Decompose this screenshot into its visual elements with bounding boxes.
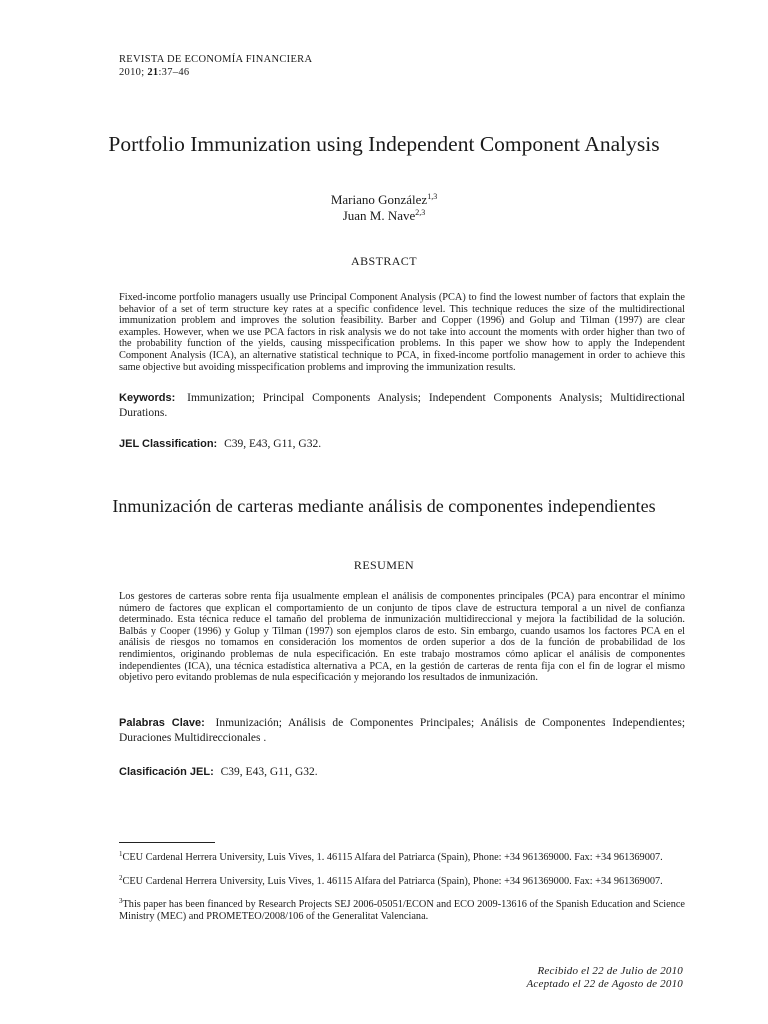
spanish-title: Inmunización de carteras mediante análisis de componentes independientes xyxy=(112,496,656,516)
keywords-label: Keywords: xyxy=(119,392,176,404)
clasificacion-jel xyxy=(119,765,685,780)
clasificacion-jel-label: Clasificación JEL: xyxy=(119,766,214,778)
journal-year: 2010; xyxy=(119,67,148,78)
journal-header xyxy=(119,53,312,79)
paper-title: Portfolio Immunization using Independent Component Analysis xyxy=(108,132,660,156)
footnote xyxy=(119,876,685,888)
journal-name: REVISTA DE ECONOMÍA FINANCIERA xyxy=(119,54,313,65)
jel-codes: C39, E43, G11, G32. xyxy=(224,438,322,450)
author xyxy=(100,192,668,208)
author-list xyxy=(100,192,668,224)
jel-classification xyxy=(119,437,685,452)
author-name: Mariano González xyxy=(330,192,428,207)
footnote-text: This paper has been financed by Research Projects SEJ 2006-05051/ECON and ECO 2009-13616 of the Spanish Education and Science Ministry (MEC) and PROMETEO/2008/106 of the Generalitat Valenciana. xyxy=(119,899,685,922)
palabras-clave-label: Palabras Clave: xyxy=(119,717,205,729)
abstract-text: Fixed-income portfolio managers usually use Principal Component Analysis (PCA) to find the lowest number of factors that explain the behavior of a set of term structure key rates at a specific confidence level. This technique reduces the size of the multidirectional immunization problem and improves the solution feasibility. Barber and Copper (1996) and Golup and Tilman (1997) are clear examples. However, when we use PCA factors in risk analysis we do not take into account the moments with order higher than two of the probability function of the yields, causing misspecification problems. In this paper we show how to apply the Independent Component Analysis (ICA), an alternative statistical technique to PCA, in fixed-income portfolio management in order to achieve this same objective but avoiding misspecification problems and improving the immunization results. xyxy=(119,292,685,373)
journal-citation xyxy=(119,66,312,79)
palabras-clave-text: Inmunización; Análisis de Componentes Principales; Análisis de Componentes Independientes; Duraciones Multidireccionales . xyxy=(119,717,686,744)
author-affiliation: 2,3 xyxy=(415,208,426,217)
submission-dates xyxy=(526,965,683,991)
journal-volume: 21 xyxy=(147,67,159,78)
keywords xyxy=(119,391,685,420)
resumen-heading: RESUMEN xyxy=(353,558,415,572)
footnote-mark: 3 xyxy=(119,897,123,905)
accepted-date: Aceptado el 22 de Agosto de 2010 xyxy=(526,978,683,990)
footnote xyxy=(119,852,685,864)
abstract-heading: ABSTRACT xyxy=(351,254,417,268)
resumen-text: Los gestores de carteras sobre renta fija usualmente emplean el análisis de componentes principales (PCA) para encontrar el mínimo número de factores que explican el comportamiento de un conjunto de tipos clave de estructura temporal a un nivel de confianza determinado. Esta técnica reduce el tamaño del problema de inmunización multidireccional y mejora la factibilidad de la solución. Balbás y Cooper (1996) y Golup y Tilman (1997) son ejemplos claros de esto. Sin embargo, cuando usamos los factores PCA en el análisis de riesgos no tomamos en consideración los momentos de orden superior a dos de la función de probabilidad de los rendimientos, originando problemas de nula especificación. En este trabajo mostramos cómo aplicar el análisis de componentes independientes (ICA), una técnica estadística alternativa a PCA, en la gestión de carteras de renta fija con el fin de lograr el mismo objetivo pero evitando problemas de nula especificación y mejorando los resultados de inmunización. xyxy=(119,591,685,684)
footnote-mark: 2 xyxy=(119,874,123,882)
footnote-text: CEU Cardenal Herrera University, Luis Vives, 1. 46115 Alfara del Patriarca (Spain), Phone: +34 961369000. Fax: +34 961369007. xyxy=(122,876,663,887)
footnote-mark: 1 xyxy=(119,850,123,858)
footnote-text: CEU Cardenal Herrera University, Luis Vives, 1. 46115 Alfara del Patriarca (Spain), Phone: +34 961369000. Fax: +34 961369007. xyxy=(122,852,663,863)
keywords-text: Immunization; Principal Components Analysis; Independent Components Analysis; Multidirectional Durations. xyxy=(119,392,686,419)
journal-pages: :37–46 xyxy=(158,67,190,78)
author-name: Juan M. Nave xyxy=(342,208,416,223)
received-date: Recibido el 22 de Julio de 2010 xyxy=(537,965,683,977)
author-affiliation: 1,3 xyxy=(427,192,438,201)
author xyxy=(100,208,668,224)
clasificacion-jel-codes: C39, E43, G11, G32. xyxy=(220,766,318,778)
jel-label: JEL Classification: xyxy=(119,438,218,450)
palabras-clave xyxy=(119,716,685,745)
footnote xyxy=(119,899,685,923)
footnote-rule xyxy=(119,842,215,843)
